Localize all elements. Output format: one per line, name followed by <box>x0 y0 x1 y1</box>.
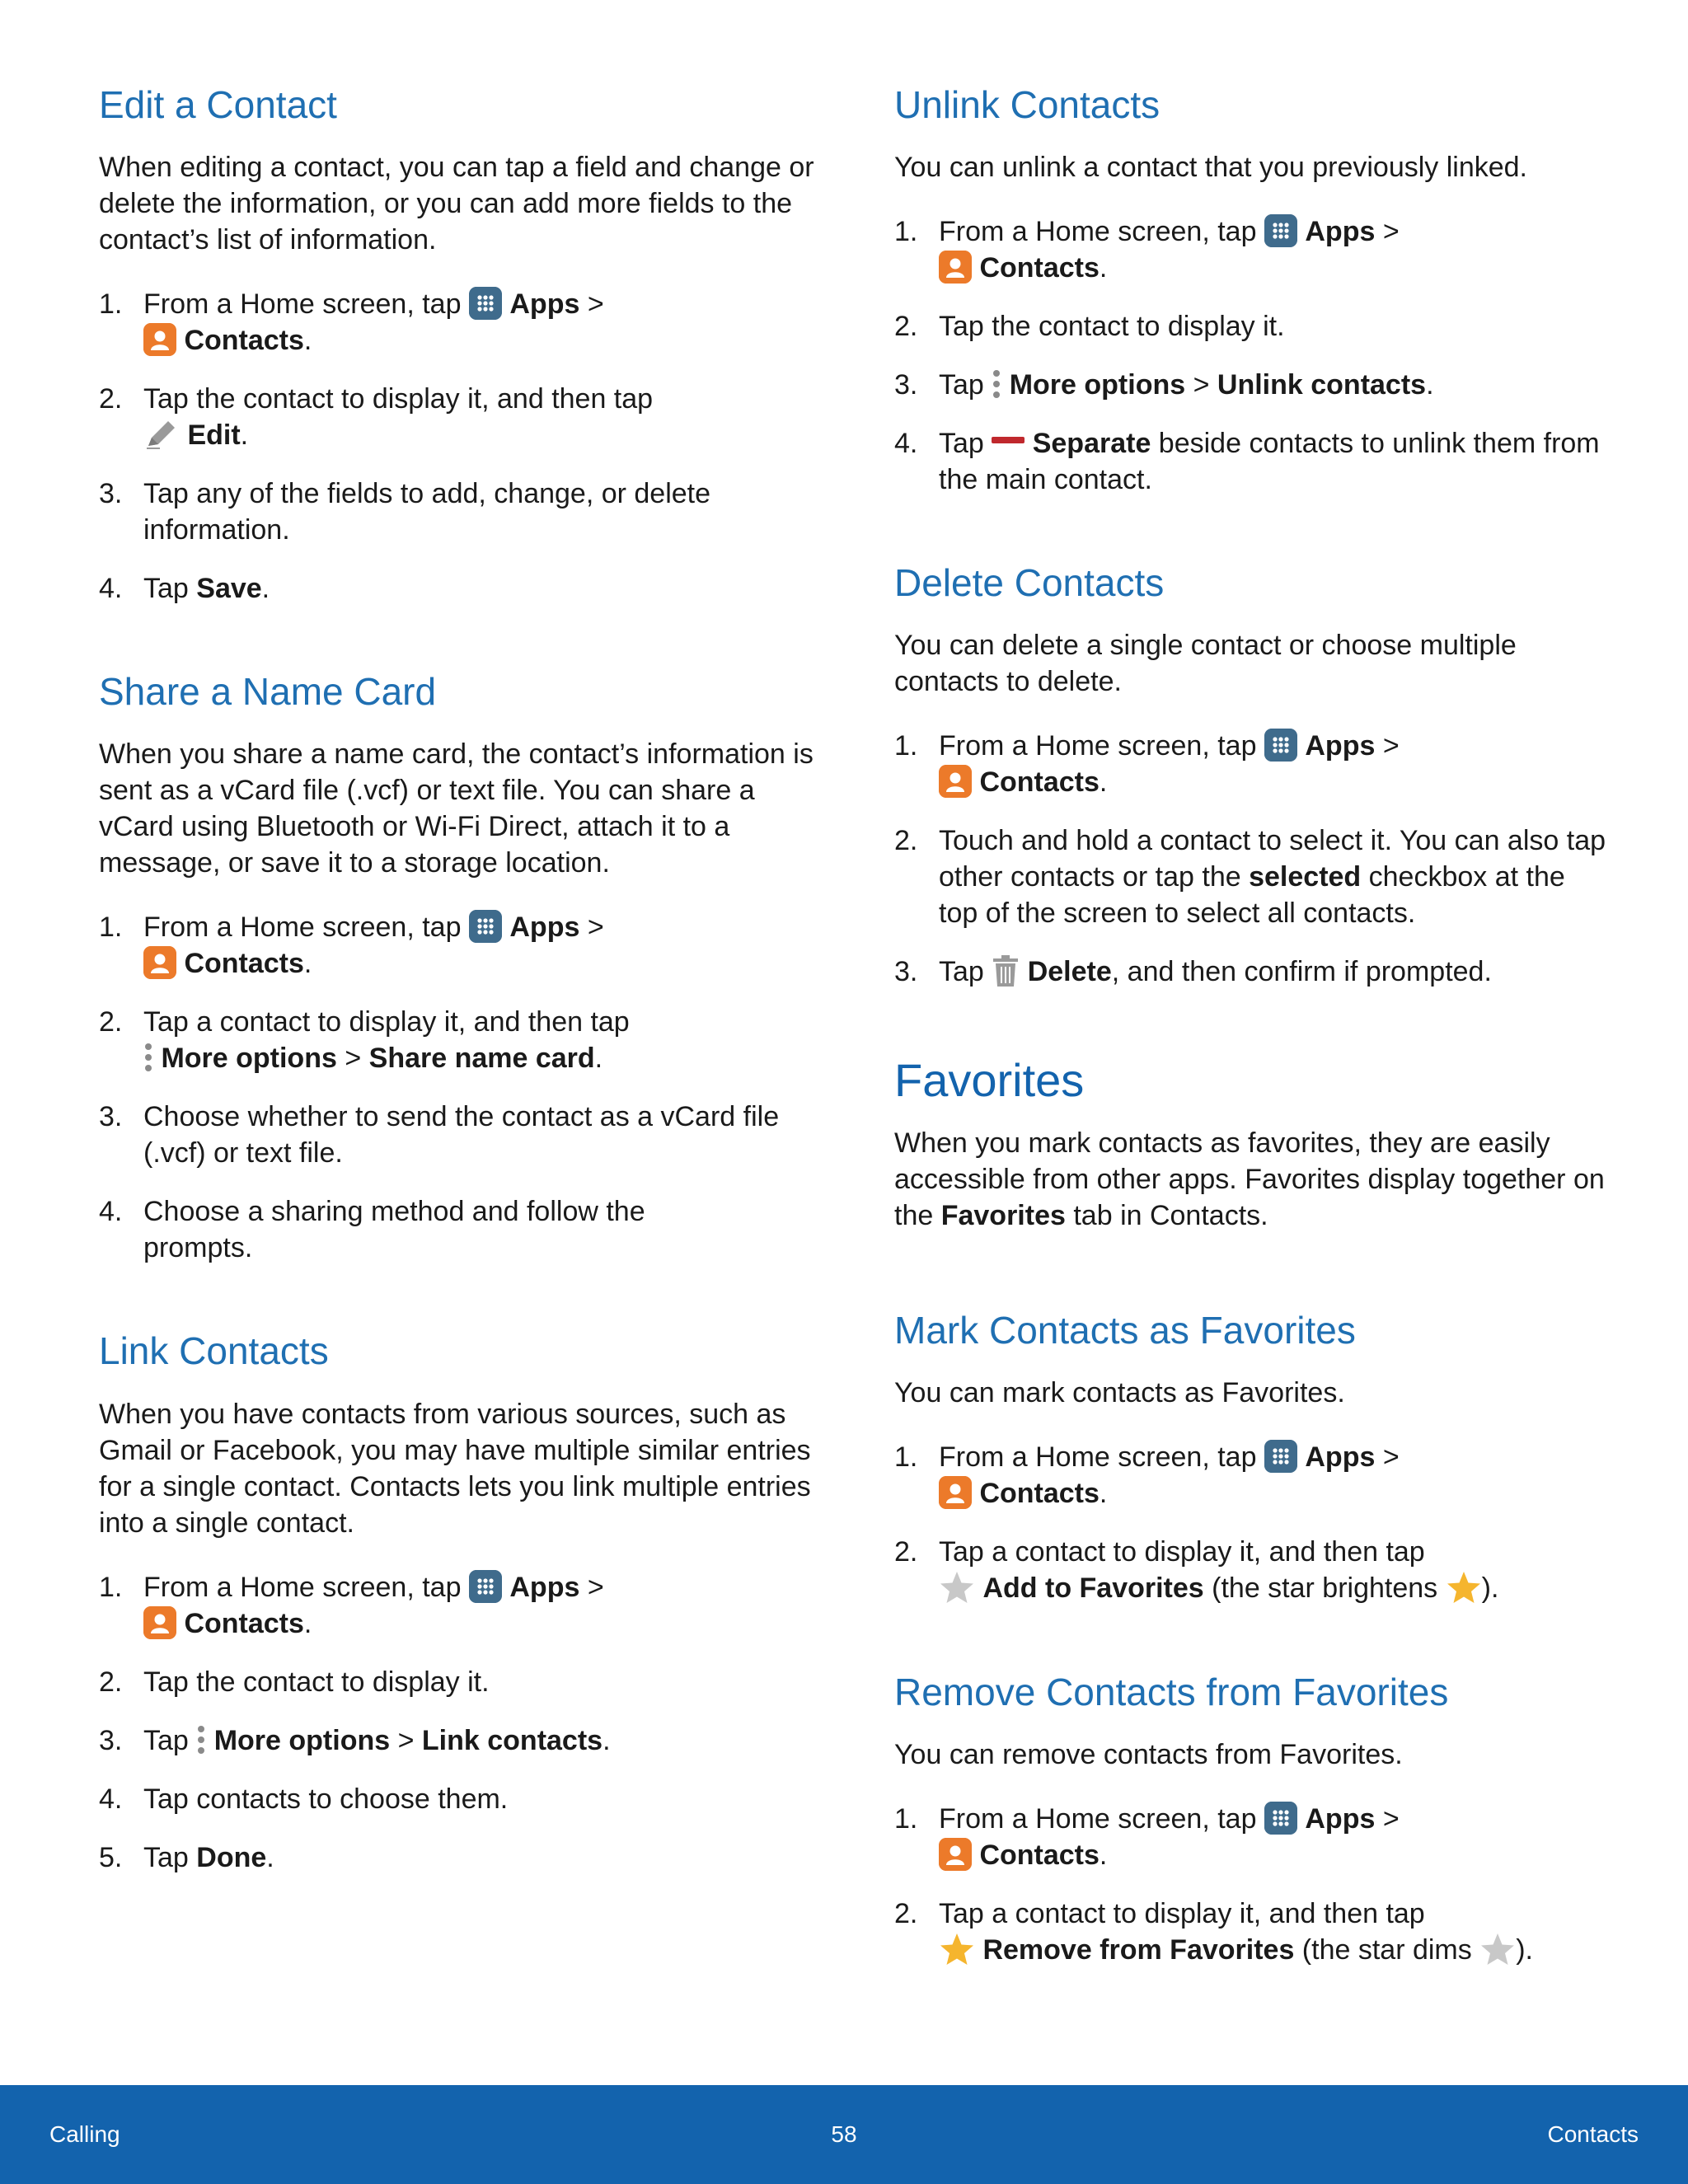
step <box>99 1569 816 1642</box>
punct: . <box>303 1607 312 1639</box>
punct: . <box>303 948 312 980</box>
steps-list <box>99 909 816 1266</box>
step-text: Tap any of the fields to add, change, or delete information. <box>143 478 711 546</box>
section-heading: Delete Contacts <box>894 561 1165 605</box>
step <box>99 1193 816 1266</box>
steps-list <box>894 1439 1611 1607</box>
step-text-rest: , and then confirm if prompted. <box>1111 956 1492 988</box>
punct: . <box>1099 252 1108 284</box>
contacts-person-icon <box>143 323 176 356</box>
step <box>99 381 816 453</box>
contacts-person-icon <box>939 765 972 798</box>
section-unlink-contacts <box>894 82 1611 498</box>
favorites-tab-label: Favorites <box>940 1199 1066 1231</box>
more-options-dots-icon <box>992 368 1001 401</box>
separator: > <box>336 1043 369 1075</box>
step <box>894 1801 1611 1873</box>
remove-from-favorites-label: Remove from Favorites <box>982 1934 1295 1966</box>
step <box>99 909 816 982</box>
intro-text-rest: tab in Contacts. <box>1065 1199 1268 1231</box>
apps-grid-icon <box>1264 1440 1297 1473</box>
step-text: Tap <box>143 1841 197 1873</box>
punct: . <box>1099 1477 1108 1509</box>
step <box>99 1781 816 1817</box>
punct: ). <box>1516 1934 1533 1966</box>
footer-chapter-right: Contacts <box>1547 2121 1639 2147</box>
section-heading: Link Contacts <box>99 1329 329 1373</box>
separator: > <box>579 912 604 944</box>
section-heading: Remove Contacts from Favorites <box>894 1670 1449 1713</box>
steps-list <box>894 213 1611 498</box>
page-number: 58 <box>831 2121 857 2147</box>
section-heading: Share a Name Card <box>99 670 437 714</box>
step <box>894 308 1611 344</box>
step-text: From a Home screen, tap <box>939 730 1264 762</box>
apps-label: Apps <box>1305 1803 1376 1835</box>
steps-list <box>99 286 816 607</box>
punct: . <box>261 573 270 605</box>
punct: . <box>1426 369 1434 401</box>
step-number: 1. <box>99 288 123 321</box>
step-text: Tap <box>939 956 992 988</box>
separator: > <box>579 1571 604 1603</box>
punct: . <box>266 1841 274 1873</box>
apps-grid-icon <box>1264 729 1297 762</box>
step-number: 1. <box>99 1571 123 1603</box>
apps-grid-icon <box>469 287 502 320</box>
step <box>99 1840 816 1876</box>
punct: ). <box>1481 1572 1499 1604</box>
section-share-name-card <box>99 669 816 1266</box>
section-intro: When you have contacts from various sources, such as Gmail or Facebook, you may have multiple similar entries for a single contact. Contacts lets you link multiple entries into a single contact. <box>99 1398 811 1539</box>
step <box>99 570 816 607</box>
edit-label: Edit <box>187 419 241 452</box>
step <box>894 1439 1611 1511</box>
done-label: Done <box>196 1841 267 1873</box>
step-number: 1. <box>894 1441 918 1473</box>
step-number: 2. <box>894 1535 918 1568</box>
section-heading: Unlink Contacts <box>894 83 1160 126</box>
step-number: 4. <box>99 1783 123 1815</box>
step-number: 4. <box>99 1196 123 1228</box>
page-footer <box>0 2085 1688 2184</box>
step-number: 3. <box>99 1724 123 1756</box>
contacts-person-icon <box>939 251 972 284</box>
step-number: 3. <box>894 369 918 401</box>
step-text: Tap <box>143 1724 197 1756</box>
step <box>894 954 1611 990</box>
more-options-dots-icon <box>196 1723 206 1756</box>
step-text: Choose a sharing method and follow the prompts. <box>143 1196 645 1264</box>
section-mark-favorites <box>894 1308 1611 1607</box>
contacts-person-icon <box>939 1838 972 1871</box>
steps-list <box>99 1569 816 1876</box>
section-intro: When you share a name card, the contact’s information is sent as a vCard file (.vcf) or text file. You can share a vCard using Bluetooth or Wi-Fi Direct, attach it to a message, or save it to a storage location. <box>99 738 814 879</box>
step-number: 3. <box>894 956 918 988</box>
add-to-favorites-label: Add to Favorites <box>982 1572 1204 1604</box>
section-heading: Mark Contacts as Favorites <box>894 1308 1356 1352</box>
punct: . <box>303 325 312 357</box>
section-remove-favorites <box>894 1670 1611 1969</box>
save-label: Save <box>196 573 262 605</box>
apps-grid-icon <box>469 910 502 943</box>
separator: > <box>390 1724 422 1756</box>
step-text: Tap the contact to display it. <box>143 1666 490 1698</box>
contacts-person-icon <box>939 1476 972 1509</box>
step-text-rest: beside contacts to unlink them from the main contact. <box>939 428 1600 496</box>
step-text: Tap the contact to display it. <box>939 311 1285 343</box>
step-number: 2. <box>894 311 918 343</box>
separator: > <box>1375 1803 1400 1835</box>
step-text: Tap a contact to display it, and then tap <box>939 1898 1425 1930</box>
step-text-rest: checkbox at the top of the screen to select all contacts. <box>939 861 1565 930</box>
step-text: From a Home screen, tap <box>143 912 469 944</box>
contacts-label: Contacts <box>979 1840 1100 1872</box>
step-number: 4. <box>894 428 918 460</box>
step <box>99 1004 816 1076</box>
step-text: From a Home screen, tap <box>939 1803 1264 1835</box>
step <box>894 367 1611 403</box>
punct: . <box>1099 1840 1108 1872</box>
apps-grid-icon <box>1264 1802 1297 1835</box>
step-text: Tap <box>939 428 992 460</box>
more-options-label: More options <box>1009 369 1186 401</box>
star-outline-icon <box>939 1570 975 1605</box>
step-number: 1. <box>894 1803 918 1835</box>
contacts-person-icon <box>143 1606 176 1639</box>
step <box>894 425 1611 498</box>
delete-label: Delete <box>1027 956 1112 988</box>
contacts-label: Contacts <box>184 325 304 357</box>
more-options-label: More options <box>213 1724 391 1756</box>
star-filled-icon <box>1446 1570 1482 1605</box>
step <box>894 1534 1611 1607</box>
punct: . <box>1099 766 1108 799</box>
separator: > <box>1375 1441 1400 1473</box>
apps-label: Apps <box>1305 1441 1376 1473</box>
step-number: 2. <box>894 1898 918 1930</box>
link-contacts-label: Link contacts <box>421 1724 603 1756</box>
step-text: Choose whether to send the contact as a vCard file (.vcf) or text file. <box>143 1101 780 1169</box>
step-text: Tap a contact to display it, and then tap <box>939 1535 1425 1568</box>
step-number: 1. <box>99 912 123 944</box>
step-text: From a Home screen, tap <box>939 216 1264 248</box>
step-text: Touch and hold a contact to select it. You can also tap other contacts or tap the <box>939 825 1606 893</box>
section-delete-contacts <box>894 560 1611 990</box>
step-number: 1. <box>894 216 918 248</box>
intro-text: When you mark contacts as favorites, they are easily accessible from other apps. Favorites display together on the <box>894 1127 1605 1231</box>
step-text: Tap contacts to choose them. <box>143 1783 509 1815</box>
section-intro: You can mark contacts as Favorites. <box>894 1376 1345 1408</box>
more-options-label: More options <box>161 1043 337 1075</box>
contacts-person-icon <box>143 946 176 979</box>
step-number: 2. <box>99 383 123 415</box>
section-favorites <box>894 1052 1611 1233</box>
step <box>894 728 1611 800</box>
apps-label: Apps <box>1305 730 1376 762</box>
section-intro: You can unlink a contact that you previously linked. <box>894 152 1528 184</box>
selected-label: selected <box>1249 861 1362 893</box>
separator: > <box>1375 730 1400 762</box>
star-filled-icon <box>939 1932 975 1966</box>
step-text: From a Home screen, tap <box>143 1571 469 1603</box>
step <box>99 1099 816 1171</box>
step-number: 2. <box>99 1666 123 1698</box>
contacts-label: Contacts <box>979 252 1100 284</box>
step-number: 2. <box>99 1006 123 1038</box>
step-text: From a Home screen, tap <box>143 288 469 321</box>
minus-bar-icon <box>992 437 1025 443</box>
step-number: 4. <box>99 573 123 605</box>
section-intro: When editing a contact, you can tap a field and change or delete the information, or you can add more fields to the contact’s list of information. <box>99 152 814 256</box>
apps-label: Apps <box>509 1571 580 1603</box>
step-text: Tap <box>939 369 992 401</box>
more-options-dots-icon <box>143 1041 153 1074</box>
separator: > <box>1185 369 1217 401</box>
apps-label: Apps <box>1305 216 1376 248</box>
step-text: Tap the contact to display it, and then tap <box>143 383 654 415</box>
section-intro <box>894 1125 1611 1234</box>
section-intro: You can remove contacts from Favorites. <box>894 1739 1403 1771</box>
step <box>99 1664 816 1700</box>
step <box>99 476 816 548</box>
step-text-rest: (the star brightens <box>1203 1572 1446 1604</box>
step-text-rest: (the star dims <box>1294 1934 1480 1966</box>
step <box>894 823 1611 931</box>
step <box>894 1896 1611 1969</box>
section-link-contacts <box>99 1329 816 1875</box>
steps-list <box>894 728 1611 990</box>
contacts-label: Contacts <box>979 1477 1100 1509</box>
pencil-icon <box>143 418 180 451</box>
step-text: Tap a contact to display it, and then tap <box>143 1006 630 1038</box>
trash-icon <box>992 954 1020 987</box>
step-number: 1. <box>894 730 918 762</box>
punct: . <box>594 1043 603 1075</box>
separator: > <box>579 288 604 321</box>
separate-label: Separate <box>1032 428 1151 460</box>
separator: > <box>1375 216 1400 248</box>
steps-list <box>894 1801 1611 1969</box>
step <box>99 1722 816 1759</box>
share-name-card-label: Share name card <box>368 1043 595 1075</box>
contacts-label: Contacts <box>979 766 1100 799</box>
section-edit-contact <box>99 82 816 607</box>
apps-label: Apps <box>509 912 580 944</box>
step-text: Tap <box>143 573 197 605</box>
step <box>99 286 816 359</box>
step-number: 3. <box>99 478 123 510</box>
punct: . <box>240 419 249 452</box>
left-column <box>99 82 816 1938</box>
apps-grid-icon <box>469 1570 502 1603</box>
contacts-label: Contacts <box>184 1607 304 1639</box>
step <box>894 213 1611 286</box>
chapter-heading: Favorites <box>894 1054 1085 1107</box>
right-column <box>894 82 1611 2032</box>
star-outline-icon <box>1479 1932 1516 1966</box>
step-text: From a Home screen, tap <box>939 1441 1264 1473</box>
step-number: 2. <box>894 825 918 857</box>
footer-chapter-left: Calling <box>49 2121 120 2147</box>
apps-label: Apps <box>509 288 580 321</box>
apps-grid-icon <box>1264 214 1297 247</box>
section-intro: You can delete a single contact or choose multiple contacts to delete. <box>894 630 1517 698</box>
punct: . <box>603 1724 611 1756</box>
section-heading: Edit a Contact <box>99 83 337 126</box>
step-number: 5. <box>99 1841 123 1873</box>
unlink-contacts-label: Unlink contacts <box>1217 369 1427 401</box>
step-number: 3. <box>99 1101 123 1133</box>
contacts-label: Contacts <box>184 948 304 980</box>
